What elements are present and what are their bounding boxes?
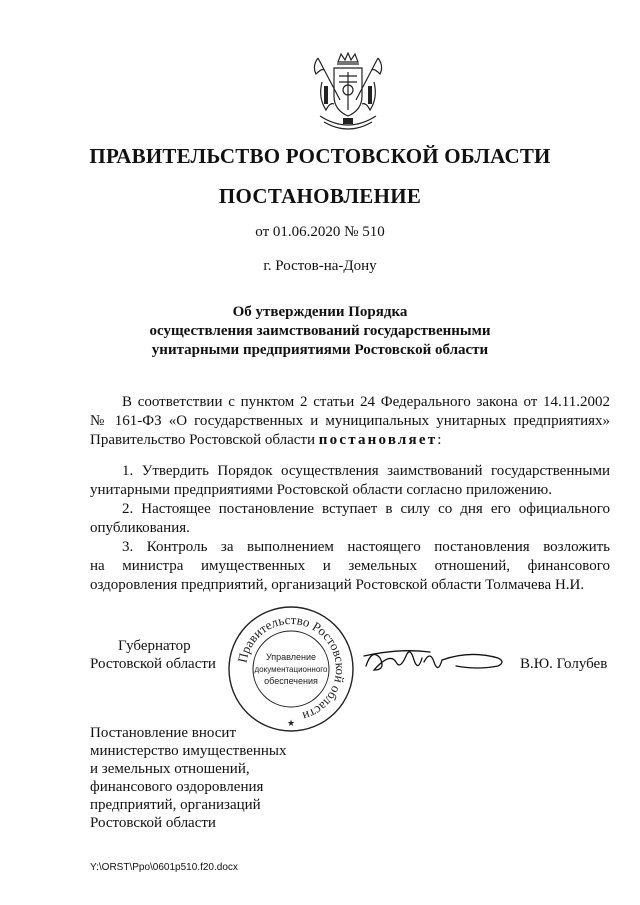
preamble-line-3	[90, 431, 610, 450]
preamble-line-2: № 161-ФЗ «О государственных и муниципальных унитарных предприятиях»	[90, 413, 610, 429]
item-2-line-1: 2. Настоящее постановление вступает в силу со дня его официального	[122, 501, 610, 517]
introduced-by-line-2: министерство имущественных	[90, 743, 287, 759]
item-3-line-1: 3. Контроль за выполнением настоящего постановления возложить	[122, 539, 610, 555]
footer-file-path: Y:\ORST\Ppo\0601p510.f20.docx	[90, 862, 238, 873]
subject-line-2: осуществления заимствований государственными	[149, 323, 491, 339]
decree-verb: постановляет	[318, 432, 438, 448]
introduced-by-line-5: предприятий, организаций	[90, 797, 261, 813]
signatory-name: В.Ю. Голубев	[520, 656, 608, 672]
preamble-suffix: :	[437, 432, 442, 448]
preamble-prefix: Правительство Ростовской области	[90, 432, 316, 448]
introduced-by-line-3: и земельных отношений,	[90, 761, 250, 777]
item-3-line-3: оздоровления предприятий, организаций Ростовской области Толмачева Н.И.	[90, 577, 585, 593]
handwritten-signature	[360, 640, 510, 680]
item-3-line-2: на министра имущественных и земельных отношений, финансового	[90, 558, 610, 574]
introduced-by-line-1: Постановление вносит	[90, 725, 237, 741]
signatory-position-line-2: Ростовской области	[90, 656, 216, 672]
item-1-line-1: 1. Утвердить Порядок осуществления заимствований государственными	[122, 463, 610, 479]
preamble-line-1: В соответствии с пунктом 2 статьи 24 Федерального закона от 14.11.2002	[122, 394, 610, 410]
item-2-line-2: опубликования.	[90, 520, 190, 536]
official-stamp	[226, 604, 356, 734]
stamp-ring-text: Правительство Ростовской области	[234, 611, 349, 725]
subject-line-3: унитарными предприятиями Ростовской области	[151, 342, 489, 358]
subject-line-1: Об утверждении Порядка	[232, 304, 408, 320]
signatory-position-line-1: Губернатор	[118, 638, 191, 654]
document-type: ПОСТАНОВЛЕНИЕ	[218, 184, 422, 208]
stamp-inner-line-3: обеспечения	[264, 676, 318, 686]
introduced-by-line-6: Ростовской области	[90, 815, 216, 831]
document-city: г. Ростов-на-Дону	[263, 258, 377, 274]
government-title: ПРАВИТЕЛЬСТВО РОСТОВСКОЙ ОБЛАСТИ	[89, 144, 551, 168]
coat-of-arms-emblem	[310, 52, 386, 136]
stamp-inner-line-2: документационного	[254, 665, 328, 674]
stamp-star-icon: ★	[286, 718, 296, 728]
stamp-inner-line-1: Управление	[265, 652, 317, 662]
document-date-number: от 01.06.2020 № 510	[255, 224, 385, 240]
introduced-by-line-4: финансового оздоровления	[90, 779, 264, 795]
item-1-line-2: унитарными предприятиями Ростовской области согласно приложению.	[90, 482, 552, 498]
